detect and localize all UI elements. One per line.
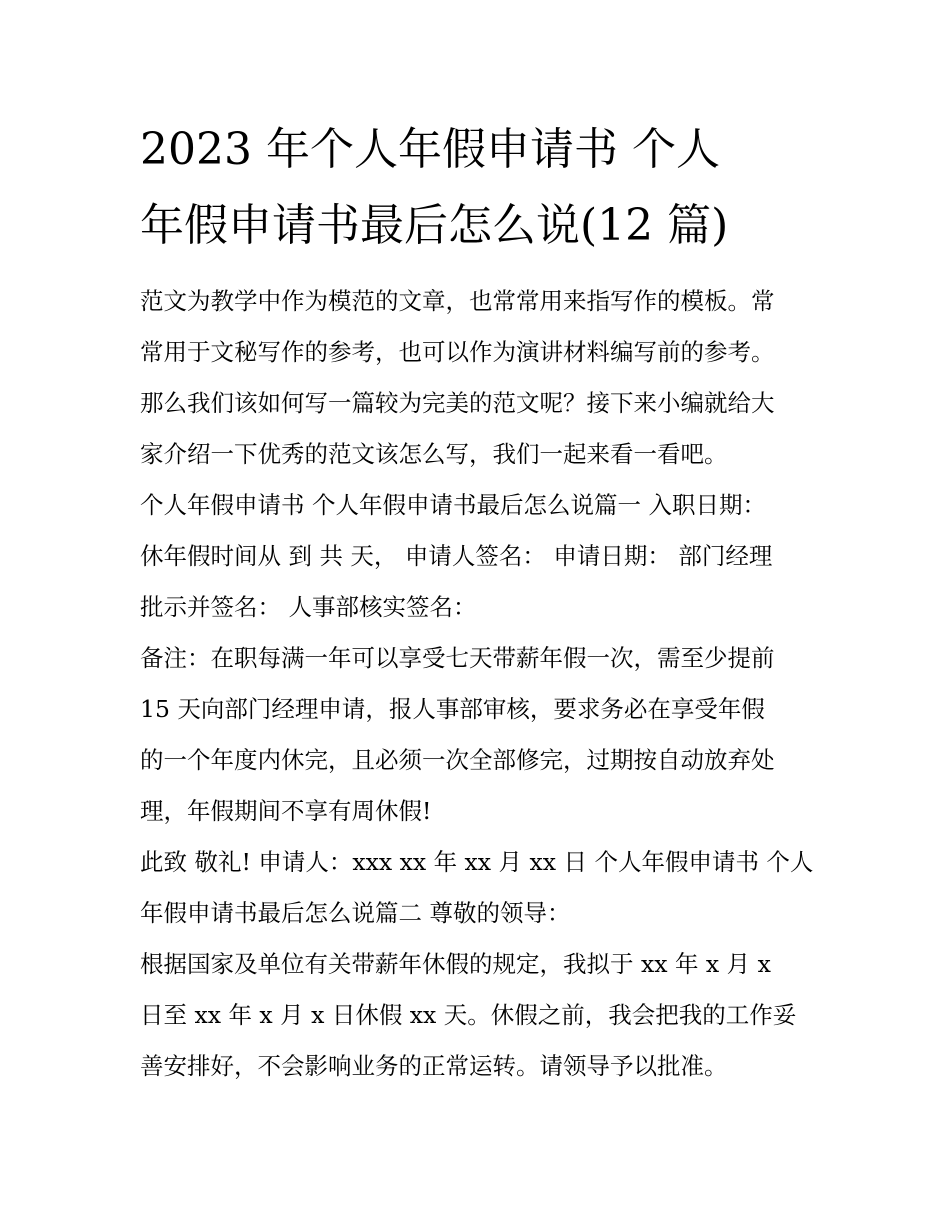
body-line: 年假申请书最后怎么说篇二 尊敬的领导： (140, 899, 571, 927)
body-line: 那么我们该如何写一篇较为完美的范文呢？接下来小编就给大 (140, 389, 775, 417)
body-line: 根据国家及单位有关带薪年休假的规定，我拟于 xx 年 x 月 x (140, 950, 771, 978)
body-line: 备注：在职每满一年可以享受七天带薪年假一次，需至少提前 (140, 644, 775, 672)
body-line: 常用于文秘写作的参考，也可以作为演讲材料编写前的参考。 (140, 338, 775, 366)
body-line: 此致 敬礼! 申请人：xxx xx 年 xx 月 xx 日 个人年假申请书 个人 (140, 848, 814, 876)
body-line: 休年假时间从 到 共 天， 申请人签名： 申请日期： 部门经理 (140, 542, 773, 570)
body-line: 范文为教学中作为模范的文章，也常常用来指写作的模板。常 (140, 287, 775, 315)
title-line-1: 2023 年个人年假申请书 个人 (140, 124, 720, 175)
body-line: 理，年假期间不享有周休假! (140, 797, 432, 825)
body-line: 批示并签名： 人事部核实签名： (140, 593, 477, 621)
document-body (140, 276, 820, 1092)
body-line: 善安排好，不会影响业务的正常运转。请领导予以批准。 (140, 1052, 728, 1080)
body-line: 15 天向部门经理申请，报人事部审核，要求务必在享受年假 (140, 695, 765, 723)
title-line-2: 年假申请书最后怎么说(12 篇) (140, 200, 729, 251)
document-title (140, 112, 840, 264)
body-line: 个人年假申请书 个人年假申请书最后怎么说篇一 入职日期： (140, 491, 766, 519)
body-line: 家介绍一下优秀的范文该怎么写，我们一起来看一看吧。 (140, 440, 728, 468)
body-line: 日至 xx 年 x 月 x 日休假 xx 天。休假之前，我会把我的工作妥 (140, 1001, 797, 1029)
body-line: 的一个年度内休完，且必须一次全部修完，过期按自动放弃处 (140, 746, 775, 774)
